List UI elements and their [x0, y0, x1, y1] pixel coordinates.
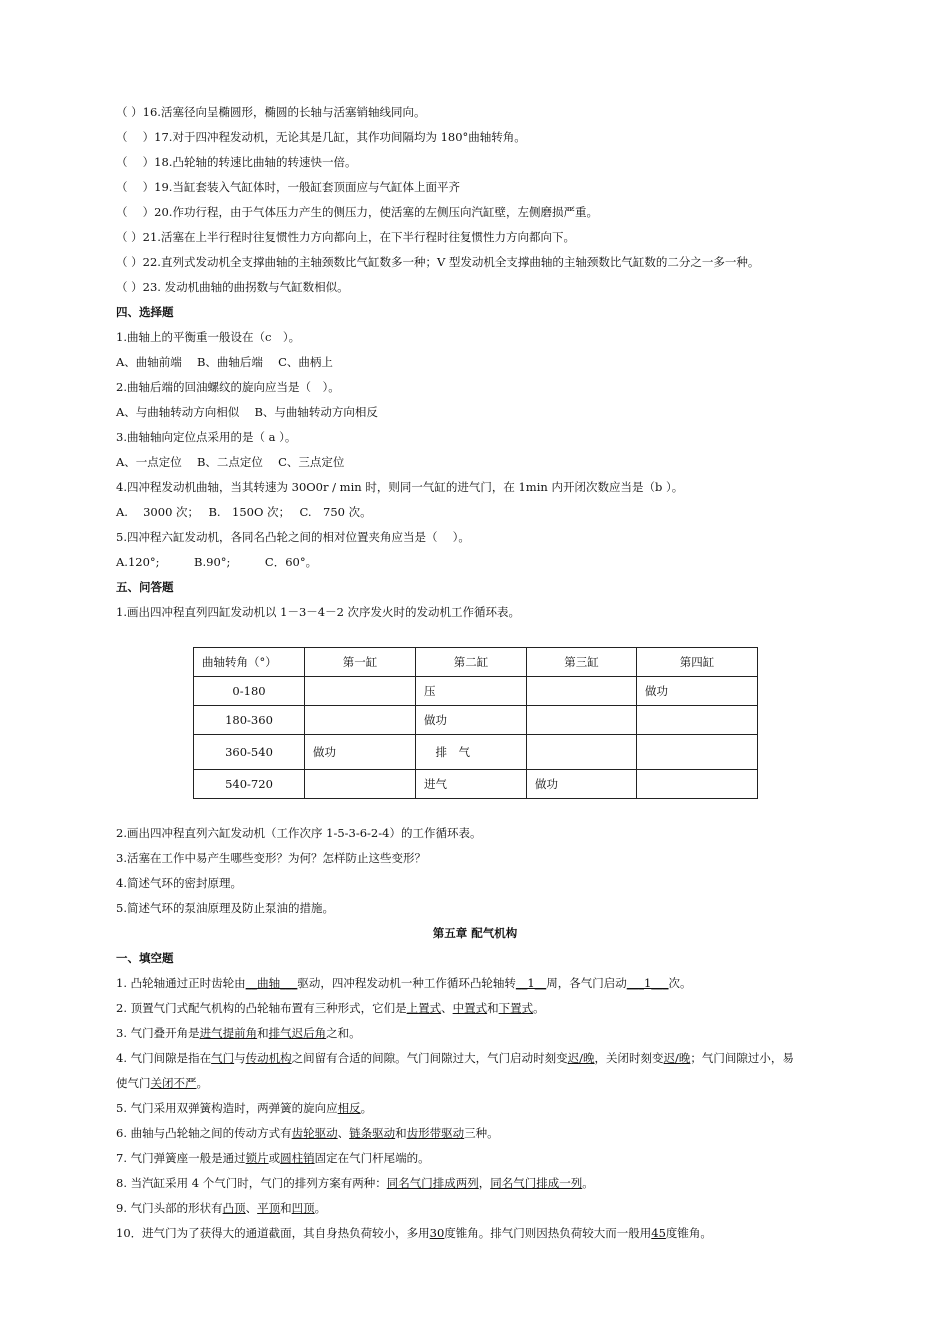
answer-blank: 相反: [337, 1101, 361, 1115]
answer-blank: 齿轮驱动: [291, 1126, 338, 1140]
text: 和: [487, 1001, 499, 1015]
table-header-cell: 第一缸: [305, 648, 416, 677]
answer-blank: 凹顶: [291, 1201, 315, 1215]
table-cell: 进气: [416, 770, 527, 799]
answer-blank: 传动机构: [245, 1051, 292, 1065]
judge-item-19: （ ）19.当缸套装入气缸体时，一般缸套顶面应与气缸体上面平齐: [116, 180, 460, 194]
table-cell: 540-720: [194, 770, 305, 799]
answer-blank: 排气迟后角: [268, 1026, 327, 1040]
text: 次。: [668, 976, 692, 990]
table-cell: 排 气: [416, 735, 527, 770]
text: 8. 当汽缸采用 4 个气门时，气门的排列方案有两种：: [116, 1176, 387, 1190]
table-cell: 压: [416, 677, 527, 706]
answer-blank: ___1___: [626, 976, 669, 990]
qa-question-2: 2.画出四冲程直列六缸发动机（工作次序 1-5-3-6-2-4）的工作循环表。: [116, 826, 482, 840]
answer-blank: 关闭不严: [150, 1076, 197, 1090]
answer-blank: 迟/晚: [663, 1051, 691, 1065]
judge-item-16: （ ）16.活塞径向呈椭圆形，椭圆的长轴与活塞销轴线同向。: [116, 105, 426, 119]
judge-item-21: （ ）21.活塞在上半行程时往复惯性力方向都向上，在下半行程时往复惯性力方向都向下。: [116, 230, 575, 244]
text: 之间留有合适的间隙。气门间隙过大，气门启动时刻变: [291, 1051, 568, 1065]
text: ；气门间隙过小，易: [690, 1051, 794, 1065]
section-heading-fill: 一、填空题: [116, 951, 174, 965]
fill-item-5: [116, 1101, 372, 1115]
judge-item-17: （ ）17.对于四冲程发动机，无论其是几缸，其作功间隔均为 180°曲轴转角。: [116, 130, 526, 144]
table-cell: 180-360: [194, 706, 305, 735]
text: 、: [441, 1001, 453, 1015]
answer-blank: __1__: [515, 976, 547, 990]
answer-blank: 气门: [211, 1051, 235, 1065]
table-cell: 0-180: [194, 677, 305, 706]
text: 。: [360, 1101, 373, 1115]
choice-line: 1.曲轴上的平衡重一般设在（c ）。: [116, 330, 301, 344]
text: 2. 顶置气门式配气机构的凸轮轴布置有三种形式，它们是: [116, 1001, 407, 1015]
text: 和: [280, 1201, 292, 1215]
text: 、: [337, 1126, 350, 1140]
choice-line: A、一点定位 B、二点定位 C、三点定位: [116, 455, 345, 469]
text: 度锥角。: [665, 1226, 712, 1240]
answer-blank: 迟/晚: [567, 1051, 595, 1065]
judge-item-20: （ ）20.作功行程，由于气体压力产生的侧压力，使活塞的左侧压向汽缸壁，左侧磨损严重。: [116, 205, 598, 219]
answer-blank: 圆柱销: [280, 1151, 315, 1165]
text: ，关闭时刻变: [594, 1051, 664, 1065]
table-cell: [305, 706, 416, 735]
text: 度锥角。排气门则因热负荷较大而一般用: [444, 1226, 652, 1240]
fill-item-2: [116, 1001, 545, 1015]
text: 或: [268, 1151, 281, 1165]
table-row: [194, 735, 758, 770]
table-row: [194, 677, 758, 706]
table-cell: [637, 706, 758, 735]
text: 3. 气门叠开角是: [116, 1026, 200, 1040]
chapter-title: 第五章 配气机构: [432, 926, 518, 940]
answer-blank: __曲轴___: [245, 976, 298, 990]
answer-blank: 平顶: [257, 1201, 281, 1215]
text: 10．进气门为了获得大的通道截面，其自身热负荷较小，多用: [116, 1226, 430, 1240]
table-cell: [637, 735, 758, 770]
choice-line: A.120°; B.90°; C．60°。: [116, 555, 318, 569]
table-row: [194, 770, 758, 799]
qa-question-5: 5.简述气环的泵油原理及防止泵油的措施。: [116, 901, 334, 915]
text: 。: [196, 1076, 208, 1090]
choice-line: 3.曲轴轴向定位点采用的是（ a ）。: [116, 430, 297, 444]
judge-item-18: （ ）18.凸轮轴的转速比曲轴的转速快一倍。: [116, 155, 357, 169]
choice-line: 2.曲轴后端的回油螺纹的旋向应当是（ ）。: [116, 380, 340, 394]
fill-item-7: [116, 1151, 430, 1165]
section-heading-qa: 五、问答题: [116, 580, 174, 594]
fill-item-6: [116, 1126, 499, 1140]
text: 9. 气门头部的形状有: [116, 1201, 223, 1215]
text: 6. 曲轴与凸轮轴之间的传动方式有: [116, 1126, 292, 1140]
table-cell: [637, 770, 758, 799]
answer-blank: 同名气门排成一列: [490, 1176, 583, 1190]
table-cell: [527, 677, 637, 706]
answer-blank: 中置式: [452, 1001, 488, 1015]
text: 。: [314, 1201, 327, 1215]
fill-item-1: [116, 976, 692, 990]
judge-item-22: （ ）22.直列式发动机全支撑曲轴的主轴颈数比气缸数多一种；V 型发动机全支撑曲轴的主轴颈数比气缸数的二分之一多一种。: [116, 255, 760, 269]
text: 5. 气门采用双弹簧构造时，两弹簧的旋向应: [116, 1101, 338, 1115]
choice-line: 5.四冲程六缸发动机，各同名凸轮之间的相对位置夹角应当是（ ）。: [116, 530, 470, 544]
answer-blank: 下置式: [498, 1001, 534, 1015]
table-cell: [527, 735, 637, 770]
table-header-cell: 第四缸: [637, 648, 758, 677]
fill-item-3: [116, 1026, 361, 1040]
answer-blank: 链条驱动: [349, 1126, 396, 1140]
qa-question-3: 3.活塞在工作中易产生哪些变形？为何？怎样防止这些变形？: [116, 851, 426, 865]
answer-blank: 进气提前角: [199, 1026, 258, 1040]
answer-blank: 齿形带驱动: [406, 1126, 465, 1140]
choice-line: A、曲轴前端 B、曲轴后端 C、曲柄上: [116, 355, 333, 369]
text: 和: [257, 1026, 269, 1040]
fill-item-4: [116, 1051, 794, 1065]
table-header-row: [194, 648, 758, 677]
qa-question-1: 1.画出四冲程直列四缸发动机以 1－3－4－2 次序发火时的发动机工作循环表。: [116, 605, 521, 619]
text: 7. 气门弹簧座一般是通过: [116, 1151, 246, 1165]
text: 之和。: [326, 1026, 361, 1040]
text: 驱动，四冲程发动机一种工作循环凸轮轴转: [297, 976, 516, 990]
table-header-cell: 第二缸: [416, 648, 527, 677]
section-heading-choice: 四、选择题: [116, 305, 174, 319]
fill-item-10: [116, 1226, 712, 1240]
text: 1. 凸轮轴通过正时齿轮由: [116, 976, 246, 990]
answer-blank: 上置式: [406, 1001, 442, 1015]
table-header-cell: 曲轴转角（°）: [194, 648, 305, 677]
text: 与: [234, 1051, 246, 1065]
table-cell: 做功: [305, 735, 416, 770]
choice-line: A. 3000 次； B. 150O 次； C. 750 次。: [116, 505, 372, 519]
table-cell: [527, 706, 637, 735]
text: 。: [582, 1176, 594, 1190]
text: 、: [245, 1201, 258, 1215]
text: ，: [478, 1176, 491, 1190]
table-cell: [305, 770, 416, 799]
table-header-cell: 第三缸: [527, 648, 637, 677]
choice-line: 4.四冲程发动机曲轴，当其转速为 30O0r / min 时，则同一气缸的进气门，在 1min 内开闭次数应当是（b ）。: [116, 480, 684, 494]
answer-blank: 30: [429, 1226, 445, 1240]
judge-item-23: （ ）23. 发动机曲轴的曲拐数与气缸数相似。: [116, 280, 349, 294]
table-row: [194, 706, 758, 735]
answer-blank: 同名气门排成两列: [386, 1176, 479, 1190]
qa-question-4: 4.简述气环的密封原理。: [116, 876, 242, 890]
fill-item-4-continued: [116, 1076, 208, 1090]
answer-blank: 锁片: [245, 1151, 269, 1165]
table-cell: [305, 677, 416, 706]
text: 固定在气门杆尾端的。: [314, 1151, 430, 1165]
answer-blank: 凸顶: [222, 1201, 246, 1215]
table-cell: 做功: [637, 677, 758, 706]
fill-item-8: [116, 1176, 594, 1190]
text: 使气门: [116, 1076, 151, 1090]
table-cell: 做功: [527, 770, 637, 799]
work-cycle-table: [193, 647, 758, 799]
table-cell: 360-540: [194, 735, 305, 770]
answer-blank: 45: [651, 1226, 666, 1240]
choice-line: A、与曲轴转动方向相似 B、与曲轴转动方向相反: [116, 405, 378, 419]
fill-item-9: [116, 1201, 326, 1215]
text: 和: [395, 1126, 407, 1140]
table-cell: 做功: [416, 706, 527, 735]
text: 。: [533, 1001, 545, 1015]
text: 三种。: [464, 1126, 499, 1140]
text: 周，各气门启动: [546, 976, 627, 990]
text: 4. 气门间隙是指在: [116, 1051, 212, 1065]
